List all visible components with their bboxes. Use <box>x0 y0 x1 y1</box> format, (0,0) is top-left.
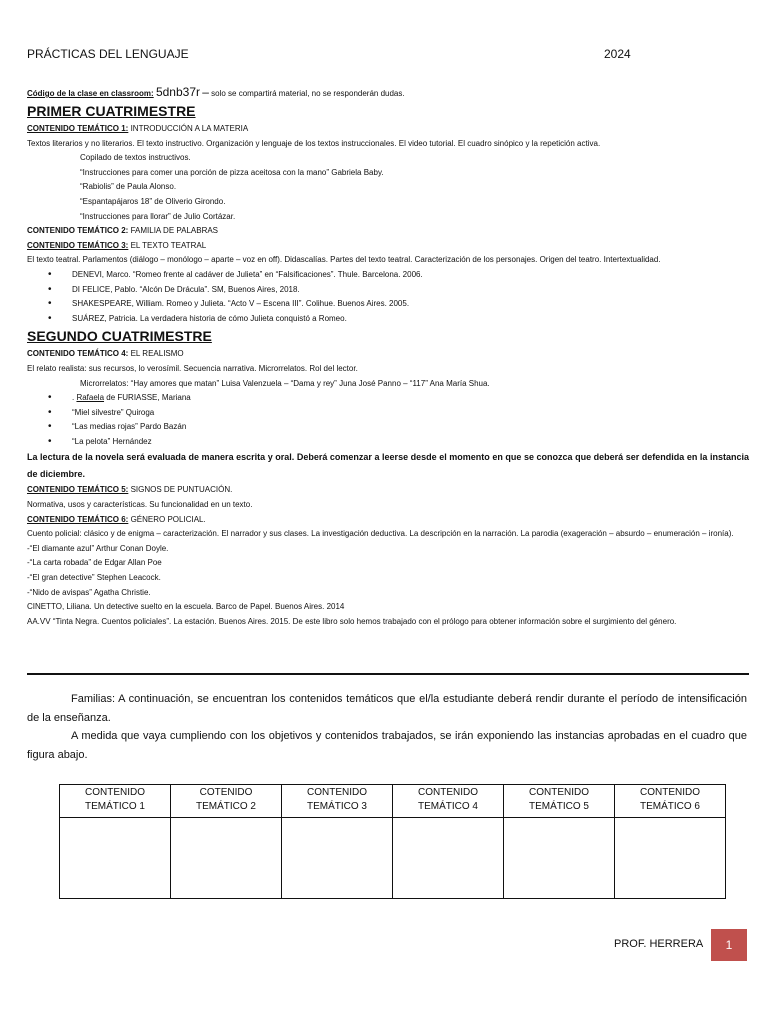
table-row <box>60 818 726 899</box>
header-line: COTENIDO <box>199 787 253 798</box>
topic-4-bullet: • “Las medias rojas” Pardo Bazán <box>27 420 749 435</box>
topic-4-description: El relato realista: sus recursos, lo verosímil. Secuencia narrativa. Microrrelatos. Rol del lector. <box>27 363 358 373</box>
second-term-title: SEGUNDO CUATRIMESTRE <box>27 328 212 345</box>
topic-5-description: Normativa, usos y características. Su funcionalidad en un texto. <box>27 500 253 510</box>
topic-6-last-item: AA.VV “Tinta Negra. Cuentos policiales”. La estación. Buenos Aires. 2015. De este libro solo hemos trabajado con el prólogo para obtener información sobre el surgimiento del género. <box>27 616 677 626</box>
topic-1-item: “Rabiolis” de Paula Alonso. <box>80 182 177 192</box>
topic-5-heading <box>27 483 749 498</box>
novel-evaluation-note: La lectura de la novela será evaluada de manera escrita y oral. Deberá comenzar a leerse desde el momento en que se conozca que deberá ser defendida en la instancia de diciembre. <box>27 452 749 480</box>
table-cell-empty <box>282 818 393 899</box>
topic-6-heading <box>27 513 749 528</box>
topic-3-description: El texto teatral. Parlamentos (diálogo – monólogo – aparte – voz en off). Didascalías. Partes del texto teatral. Caracterización de los personajes. Origen del teatro. Intertextualidad. <box>27 255 661 265</box>
header-line: TEMÁTICO 6 <box>639 801 700 812</box>
header-subject: PRÁCTICAS DEL LENGUAJE <box>27 47 189 61</box>
table-cell-empty <box>393 818 504 899</box>
topic-3-value: EL TEXTO TEATRAL <box>130 240 207 250</box>
topic-2-label: CONTENIDO TEMÁTICO 2: <box>27 226 129 236</box>
topic-6-item: -“El diamante azul” Arthur Conan Doyle. <box>27 543 169 553</box>
topic-1-description: Textos literarios y no literarios. El texto instructivo. Organización y lenguaje de los textos instruccionales. El video tutorial. El cuadro sinópico y la repetición activa. <box>27 138 601 148</box>
table-cell-empty <box>615 818 726 899</box>
header-line: TEMÁTICO 2 <box>195 801 256 812</box>
topic-1-item: Copilado de textos instructivos. <box>80 153 191 163</box>
classroom-code-note: solo se compartirá material, no se responderán dudas. <box>211 89 405 98</box>
families-paragraph-1: Familias: A continuación, se encuentran los contenidos temáticos que el/la estudiante deberá rendir durante el período de intensificación de la enseñanza. <box>27 693 747 724</box>
novel-author: de FURIASSE, Mariana <box>104 393 191 403</box>
topic-3-bullet: • DI FELICE, Pablo. “Alcón De Drácula”. SM, Buenos Aires, 2018. <box>27 283 749 298</box>
topic-4-bullet <box>27 391 749 406</box>
classroom-code-value: 5dnb37r <box>155 85 200 99</box>
novel-title: Rafaela <box>76 393 105 403</box>
content-body <box>27 85 749 629</box>
topic-6-item: -“La carta robada” de Edgar Allan Poe <box>27 558 162 568</box>
topic-1-label: CONTENIDO TEMÁTICO 1: <box>27 124 129 133</box>
table-cell-empty <box>504 818 615 899</box>
header-line: TEMÁTICO 5 <box>528 801 589 812</box>
topic-6-item: -“El gran detective” Stephen Leacock. <box>27 573 161 583</box>
footer-author: PROF. HERRERA <box>614 938 704 950</box>
topic-1-item: “Instrucciones para comer una porción de pizza aceitosa con la mano” Gabriela Baby. <box>80 167 384 177</box>
classroom-code-dash: – <box>202 85 209 99</box>
topic-4-heading <box>27 347 749 362</box>
topic-6-value: GÉNERO POLICIAL. <box>130 514 206 524</box>
header-line: TEMÁTICO 4 <box>417 801 478 812</box>
topic-1-item: “Espantapájaros 18” de Oliverio Girondo. <box>80 196 226 206</box>
table-header-cell <box>615 785 726 818</box>
topic-3-heading <box>27 239 749 254</box>
topic-4-bullet-list <box>27 391 749 449</box>
topic-6-label: CONTENIDO TEMÁTICO 6: <box>27 514 129 524</box>
topic-1-value: INTRODUCCIÓN A LA MATERIA <box>130 124 249 133</box>
topic-5-value: SIGNOS DE PUNTUACIÓN. <box>130 485 233 495</box>
header-line: CONTENIDO <box>640 787 700 798</box>
table-cell-empty <box>171 818 282 899</box>
header-year: 2024 <box>604 47 631 61</box>
topic-6-description: Cuento policial: clásico y de enigma – caracterización. El narrador y sus clases. La investigación deductiva. La descripción en la narración. La parodia (exageración – absurdo – enumeración – ironía). <box>27 529 734 539</box>
progress-table <box>59 784 726 899</box>
header-line: CONTENIDO <box>529 787 589 798</box>
topic-3-label: CONTENIDO TEMÁTICO 3: <box>27 240 129 250</box>
section-divider <box>27 673 749 675</box>
topic-4-bullet: • “La pelota” Hernández <box>27 435 749 450</box>
first-term-title: PRIMER CUATRIMESTRE <box>27 103 196 119</box>
topic-4-bullet: • “Miel silvestre” Quiroga <box>27 406 749 421</box>
topic-1-heading <box>27 122 749 137</box>
families-paragraph-2: A medida que vaya cumpliendo con los objetivos y contenidos trabajados, se irán exponiendo las instancias aprobadas en el cuadro que figura abajo. <box>27 730 747 761</box>
header-line: TEMÁTICO 1 <box>84 801 145 812</box>
topic-3-bullet-list <box>27 268 749 326</box>
topic-4-value: EL REALISMO <box>130 349 184 359</box>
topic-1-item: “Instrucciones para llorar” de Julio Cortázar. <box>80 211 236 221</box>
topic-6-item: CINETTO, Liliana. Un detective suelto en la escuela. Barco de Papel. Buenos Aires. 2014 <box>27 602 345 612</box>
table-header-cell <box>60 785 171 818</box>
classroom-code-label: Código de la clase en classroom: <box>27 89 154 98</box>
topic-2-heading <box>27 224 749 239</box>
table-cell-empty <box>60 818 171 899</box>
topic-2-value: FAMILIA DE PALABRAS <box>130 226 219 236</box>
page-number-badge: 1 <box>711 929 747 961</box>
table-header-cell <box>171 785 282 818</box>
topic-3-bullet: • SUÁREZ, Patricia. La verdadera historia de cómo Julieta conquistó a Romeo. <box>27 312 749 327</box>
table-header-cell <box>393 785 504 818</box>
topic-6-item: -“Nido de avispas” Agatha Christie. <box>27 587 151 597</box>
table-header-cell <box>504 785 615 818</box>
table-header-row <box>60 785 726 818</box>
header-line: CONTENIDO <box>418 787 478 798</box>
families-section <box>27 690 747 764</box>
topic-3-bullet: • DENEVI, Marco. “Romeo frente al cadáver de Julieta” en “Falsificaciones”. Thule. Barcelona. 2006. <box>27 268 749 283</box>
bullet-prefix: . <box>72 393 77 403</box>
header-line: CONTENIDO <box>85 787 145 798</box>
header-line: CONTENIDO <box>307 787 367 798</box>
classroom-code-line <box>27 85 749 101</box>
topic-4-microstories: Microrrelatos: “Hay amores que matan” Luisa Valenzuela – “Dama y rey” Juna José Panno – “117” Ana María Shua. <box>80 378 490 388</box>
header-line: TEMÁTICO 3 <box>306 801 367 812</box>
topic-3-bullet: • SHAKESPEARE, William. Romeo y Julieta. “Acto V – Escena III”. Colihue. Buenos Aires. 2005. <box>27 297 749 312</box>
topic-4-label: CONTENIDO TEMÁTICO 4: <box>27 349 129 359</box>
table-header-cell <box>282 785 393 818</box>
topic-5-label: CONTENIDO TEMÁTICO 5: <box>27 485 129 495</box>
